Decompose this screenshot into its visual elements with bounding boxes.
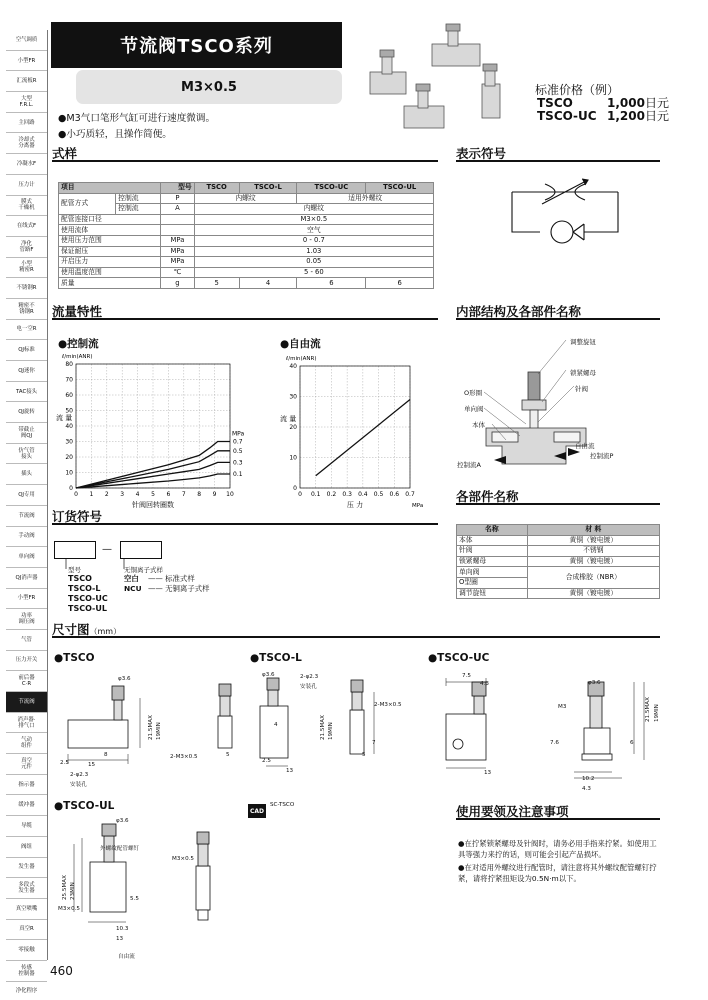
x-tick-label: 8 bbox=[197, 491, 202, 498]
section-dims bbox=[52, 624, 660, 638]
spec-label: 使用压力范围 bbox=[59, 235, 161, 246]
x-tick-label: 0.3 bbox=[342, 491, 352, 498]
sidebar-item[interactable]: 真空 元件 bbox=[6, 754, 47, 775]
sidebar-item[interactable]: 带截止 阀QJ bbox=[6, 423, 47, 444]
spec-unit: MPa bbox=[161, 257, 194, 268]
dim-title-tscoul: ●TSCO-UL bbox=[54, 800, 115, 812]
spec-cell: 0 - 0.7 bbox=[194, 235, 433, 246]
x-tick-label: 0 bbox=[74, 491, 78, 498]
y-tick-label: 20 bbox=[65, 454, 73, 461]
x-tick-label: 0 bbox=[298, 491, 302, 498]
sidebar-item[interactable]: 精密不 锈钢R bbox=[6, 299, 47, 320]
parts-row bbox=[457, 535, 660, 546]
series-label: 0.3 bbox=[233, 459, 243, 467]
sidebar-item[interactable]: 冷却式 分离器 bbox=[6, 133, 47, 154]
dim-title-tsco: ●TSCO bbox=[54, 652, 95, 664]
spec-row bbox=[59, 225, 434, 236]
internal-label-needle: 针阀 bbox=[575, 385, 588, 393]
part-name: 针阀 bbox=[457, 546, 528, 557]
sidebar-item[interactable]: QJ标准 bbox=[6, 340, 47, 361]
spec-label: 配管连接口径 bbox=[59, 214, 161, 225]
spec-unit bbox=[161, 214, 194, 225]
spec-unit: P bbox=[161, 193, 194, 204]
price-model: TSCO-UC bbox=[537, 109, 597, 123]
internal-label-body: 本体 bbox=[472, 421, 485, 429]
section-spec: 式样 bbox=[52, 148, 438, 162]
spec-row bbox=[59, 246, 434, 257]
internal-label-ctrl-a: 控制流A bbox=[457, 461, 481, 469]
sidebar-nav bbox=[6, 30, 48, 995]
order-model-list bbox=[68, 574, 108, 614]
price-box bbox=[537, 84, 669, 123]
dim-uc-6: 7.6 bbox=[550, 740, 559, 746]
series-label: 0.1 bbox=[233, 471, 243, 479]
dim-ul-55: 5.5 bbox=[130, 896, 139, 902]
sidebar-item[interactable]: QJ迷你 bbox=[6, 361, 47, 382]
dim-uc-4: 6 bbox=[630, 740, 634, 746]
dim-l-mount: 安装孔 bbox=[300, 684, 317, 690]
part-material: 合成橡胶（NBR） bbox=[527, 567, 659, 588]
x-axis-label: 压 力 bbox=[346, 501, 364, 509]
valve-symbol bbox=[500, 170, 630, 250]
x-tick-label: 9 bbox=[212, 491, 217, 498]
dim-tsco-5: 5 bbox=[226, 752, 230, 758]
page-number: 460 bbox=[50, 964, 73, 978]
y-tick-label: 40 bbox=[289, 363, 297, 370]
sidebar-item[interactable]: 插头 bbox=[6, 464, 47, 485]
sidebar-item[interactable]: 仿气管 接头 bbox=[6, 444, 47, 465]
sidebar-item[interactable]: 大型 F.R.L. bbox=[6, 92, 47, 113]
dim-tsco-8: 8 bbox=[104, 752, 108, 758]
dim-l-115: 4 bbox=[274, 722, 278, 728]
spec-label: 开启压力 bbox=[59, 257, 161, 268]
order-option bbox=[124, 574, 210, 584]
sidebar-item[interactable]: 真空R bbox=[6, 920, 47, 941]
sidebar-item[interactable]: 膜式 干燥机 bbox=[6, 196, 47, 217]
order-box-option bbox=[120, 541, 162, 559]
spec-row bbox=[59, 267, 434, 278]
spec-cell: 1.03 bbox=[194, 246, 433, 257]
chart-grid bbox=[300, 366, 410, 488]
internal-label-locknut: 锁紧螺母 bbox=[570, 369, 596, 377]
x-tick-label: 0.2 bbox=[326, 491, 337, 498]
section-dims-title: 尺寸图 bbox=[52, 622, 90, 637]
dim-uc-phi36: φ3.6 bbox=[588, 680, 601, 686]
spec-cell: 6 bbox=[366, 278, 434, 289]
spec-unit: A bbox=[161, 204, 194, 215]
dim-l-phi23: 2-φ2.3 bbox=[300, 674, 319, 680]
y-axis-label: 流 量 bbox=[56, 413, 73, 422]
dim-l-min: 19MIN bbox=[328, 722, 334, 740]
th-col: TSCO bbox=[194, 183, 239, 194]
spec-row bbox=[59, 257, 434, 268]
parts-table bbox=[456, 524, 660, 599]
dim-title-tscol: ●TSCO-L bbox=[250, 652, 302, 664]
order-model: TSCO-UC bbox=[68, 594, 108, 603]
y-tick-label: 70 bbox=[65, 376, 73, 384]
y-tick-label: 0 bbox=[69, 485, 73, 492]
spec-cell: 内螺纹 bbox=[194, 204, 433, 215]
sidebar-item[interactable]: QJ消声器 bbox=[6, 568, 47, 589]
series-label: 0.5 bbox=[233, 447, 243, 455]
cad-code: SC-TSCO bbox=[270, 802, 295, 808]
sidebar-item[interactable]: 不锈钢R bbox=[6, 278, 47, 299]
sidebar-item[interactable]: 电一空R bbox=[6, 320, 47, 341]
sidebar-item[interactable]: QJ专用 bbox=[6, 485, 47, 506]
dim-uc-min: 19MIN bbox=[654, 704, 660, 722]
spec-unit: MPa bbox=[161, 235, 194, 246]
sidebar-item[interactable]: 消声器· 排气口 bbox=[6, 713, 47, 734]
order-option bbox=[124, 584, 210, 594]
dim-mount: 安装孔 bbox=[70, 782, 87, 788]
th-col: TSCO-UC bbox=[297, 183, 366, 194]
internal-label-free: 自由流 bbox=[575, 442, 595, 450]
spec-cell: 空气 bbox=[194, 225, 433, 236]
sidebar-item[interactable]: 在线式F bbox=[6, 216, 47, 237]
price-value: 1,200 bbox=[607, 109, 645, 123]
sidebar-item[interactable]: 气管 bbox=[6, 630, 47, 651]
dim-l-5: 5 bbox=[362, 752, 366, 758]
part-name: O型圈 bbox=[457, 577, 528, 588]
order-model: TSCO-UL bbox=[68, 604, 107, 613]
parts-row bbox=[457, 567, 660, 578]
feature-2: ●小巧质轻，且操作简便。 bbox=[58, 129, 172, 140]
sidebar-item[interactable]: 缓冲器 bbox=[6, 795, 47, 816]
order-model-label: 型号 bbox=[68, 566, 81, 574]
spec-sub: 控制流 bbox=[116, 193, 161, 204]
x-tick-label: 1 bbox=[89, 491, 94, 498]
section-symbol: 表示符号 bbox=[456, 148, 660, 162]
order-dash: — bbox=[102, 544, 112, 555]
dim-uc-max: 21.5MAX bbox=[645, 697, 651, 722]
series-label: 0.7 bbox=[233, 438, 243, 446]
dim-ul-max: 25.5MAX bbox=[62, 875, 68, 900]
dim-m3x2: 2-M3×0.5 bbox=[170, 754, 198, 760]
internal-structure bbox=[456, 328, 660, 488]
spec-label: 配管方式 bbox=[59, 193, 116, 214]
x-tick-label: 0.5 bbox=[373, 491, 384, 498]
dim-uc-102: 4.3 bbox=[582, 786, 591, 792]
x-axis-label: 针阀回转圈数 bbox=[132, 501, 174, 509]
dim-uc-m3: M3 bbox=[558, 704, 567, 710]
sidebar-item[interactable]: QJ旋转 bbox=[6, 402, 47, 423]
order-dash-line: —— bbox=[148, 584, 166, 593]
y-tick-label: 80 bbox=[65, 361, 73, 368]
y-axis-unit: ℓ/min(ANR) bbox=[286, 356, 317, 362]
spec-cell: 适用外螺纹 bbox=[297, 193, 434, 204]
part-name: 锁紧螺母 bbox=[457, 556, 528, 567]
sidebar-item[interactable]: 零接触 bbox=[6, 940, 47, 961]
sidebar-item[interactable]: 压力开关 bbox=[6, 651, 47, 672]
sidebar-item[interactable]: 发生器 bbox=[6, 858, 47, 879]
order-model: TSCO bbox=[68, 574, 92, 583]
dim-max215: 21.5MAX bbox=[148, 715, 154, 740]
sidebar-item[interactable]: 手动阀 bbox=[6, 527, 47, 548]
usage-note-2: ●在对适用外螺纹进行配管时，请注意将其外螺纹配管螺钉拧紧，请将拧紧扭矩设为0.5N·m以下。 bbox=[458, 863, 657, 883]
x-tick-label: 0.4 bbox=[358, 491, 368, 498]
chart-grid bbox=[76, 364, 230, 488]
chart1-title: ●控制流 bbox=[58, 338, 99, 350]
x-tick-label: 2 bbox=[104, 491, 109, 498]
order-model: TSCO-L bbox=[68, 584, 101, 593]
dim-l-13: 13 bbox=[286, 768, 294, 774]
spec-row bbox=[59, 214, 434, 225]
y-tick-label: 60 bbox=[65, 392, 73, 399]
dim-l-m3: 2-M3×0.5 bbox=[374, 702, 402, 708]
dim-l-25: 2.5 bbox=[262, 758, 271, 764]
sidebar-item[interactable]: 节流阀 bbox=[6, 692, 47, 713]
order-opt-list bbox=[124, 574, 210, 594]
free-flow-chart bbox=[280, 348, 430, 513]
dim-min19: 19MIN bbox=[156, 722, 162, 740]
dim-ul-103: 10.3 bbox=[116, 926, 129, 932]
spec-row bbox=[59, 193, 434, 204]
spec-label: 质量 bbox=[59, 278, 161, 289]
x-tick-label: 10 bbox=[226, 491, 234, 498]
dim-l-phi36: φ3.6 bbox=[262, 672, 275, 678]
dim-l-7: 7 bbox=[372, 740, 376, 746]
dim-ul-13: 13 bbox=[116, 936, 124, 942]
dim-uc-75: 7.5 bbox=[462, 673, 471, 679]
x-tick-label: 3 bbox=[120, 491, 125, 498]
spec-row bbox=[59, 278, 434, 289]
order-box-model bbox=[54, 541, 96, 559]
dim-ul-min: 23MIN bbox=[70, 882, 76, 900]
price-unit: 日元 bbox=[644, 109, 669, 123]
sidebar-item[interactable]: 净化 管路F bbox=[6, 237, 47, 258]
x-tick-label: 4 bbox=[135, 491, 140, 498]
parts-row bbox=[457, 556, 660, 567]
dimension-drawings bbox=[54, 668, 654, 968]
sidebar-item[interactable]: 汇流板R bbox=[6, 71, 47, 92]
section-dims-unit: （mm） bbox=[89, 627, 122, 636]
order-option-code: NCU bbox=[124, 584, 142, 593]
order-opt-label: 无铜离子式样 bbox=[124, 566, 163, 574]
th-col: TSCO-L bbox=[239, 183, 297, 194]
spec-unit bbox=[161, 225, 194, 236]
dim-ul-m3: M3×0.5 bbox=[58, 906, 80, 912]
page-title: 节流阀TSCO系列 bbox=[51, 22, 342, 68]
dim-ul-free: 自由流 bbox=[118, 954, 135, 960]
internal-label-ctrl-p: 控制流P bbox=[590, 452, 614, 460]
dim-ul-phi36: φ3.6 bbox=[116, 818, 129, 824]
price-row bbox=[537, 110, 669, 123]
cad-icon: CAD bbox=[248, 804, 266, 818]
dim-l-max: 21.5MAX bbox=[320, 715, 326, 740]
parts-row bbox=[457, 546, 660, 557]
sidebar-item[interactable]: 多段式 发生器 bbox=[6, 878, 47, 899]
section-flow: 流量特性 bbox=[52, 306, 438, 320]
internal-label-knob: 调整旋钮 bbox=[570, 338, 596, 346]
parts-row bbox=[457, 588, 660, 599]
sidebar-item[interactable]: TAC接头 bbox=[6, 382, 47, 403]
spec-unit: ℃ bbox=[161, 267, 194, 278]
order-option-desc: 无铜离子式样 bbox=[165, 584, 210, 593]
spec-badge: M3×0.5 bbox=[76, 70, 342, 104]
sidebar-item[interactable]: 单向阀 bbox=[6, 547, 47, 568]
price-model: TSCO bbox=[537, 96, 573, 110]
sidebar-item[interactable]: 空气调质 bbox=[6, 30, 47, 51]
spec-cell: 0.05 bbox=[194, 257, 433, 268]
sidebar-item[interactable]: 指示器 bbox=[6, 775, 47, 796]
x-axis-unit: MPa bbox=[412, 503, 424, 509]
x-tick-label: 5 bbox=[151, 491, 155, 498]
spec-unit: MPa bbox=[161, 246, 194, 257]
spec-label: 保证耐压 bbox=[59, 246, 161, 257]
price-unit: 日元 bbox=[644, 96, 669, 110]
dim-uc-76: 10.2 bbox=[582, 776, 595, 782]
spec-label: 使用流体 bbox=[59, 225, 161, 236]
dim-uc-43: 4.3 bbox=[480, 681, 489, 687]
part-material: 黄铜（镀电镀） bbox=[527, 535, 659, 546]
section-usage: 使用要领及注意事项 bbox=[456, 806, 660, 820]
dim-ul-m3b: M3×0.5 bbox=[172, 856, 194, 862]
section-parts: 各部件名称 bbox=[456, 491, 660, 505]
sidebar-item[interactable]: 冷凝水F bbox=[6, 154, 47, 175]
sidebar-item[interactable]: 气动 组件 bbox=[6, 733, 47, 754]
y-tick-label: 50 bbox=[65, 407, 73, 415]
x-tick-label: 0.7 bbox=[405, 491, 415, 498]
spec-row bbox=[59, 204, 434, 215]
sidebar-item[interactable]: 阀组 bbox=[6, 837, 47, 858]
part-material: 不锈钢 bbox=[527, 546, 659, 557]
internal-label-check: 单向阀 bbox=[464, 405, 484, 413]
th-item: 项目 bbox=[59, 183, 161, 194]
x-tick-label: 7 bbox=[181, 491, 186, 498]
spec-unit: g bbox=[161, 278, 194, 289]
dim-tsco-15: 15 bbox=[88, 762, 96, 768]
dim-phi23: 2-φ2.3 bbox=[70, 772, 89, 778]
chart2-title: ●自由流 bbox=[280, 338, 321, 350]
x-tick-label: 0.1 bbox=[310, 491, 321, 498]
dim-uc-13: 13 bbox=[484, 770, 492, 776]
part-name: 单向阀 bbox=[457, 567, 528, 578]
control-flow-chart bbox=[54, 348, 264, 513]
part-name: 调节旋钮 bbox=[457, 588, 528, 599]
sidebar-item[interactable]: 真空喷嘴 bbox=[6, 899, 47, 920]
th-model: 型号 bbox=[161, 183, 194, 194]
order-dash-line: —— bbox=[148, 574, 166, 583]
sidebar-item[interactable]: 小型FR bbox=[6, 589, 47, 610]
sidebar-item[interactable]: 小型 精密R bbox=[6, 258, 47, 279]
spec-cell: 5 - 60 bbox=[194, 267, 433, 278]
feature-1: ●M3气口笔形气缸可进行速度微调。 bbox=[58, 113, 216, 124]
part-name: 本体 bbox=[457, 535, 528, 546]
spec-cell: 4 bbox=[239, 278, 297, 289]
sidebar-item[interactable]: 导缆 bbox=[6, 816, 47, 837]
sidebar-item[interactable]: 主回路 bbox=[6, 113, 47, 134]
section-order: 订货符号 bbox=[52, 511, 438, 525]
spec-row bbox=[59, 235, 434, 246]
part-material: 黄铜（镀电镀） bbox=[527, 588, 659, 599]
usage-note-1: ●在拧紧锁紧螺母及针阀时，请务必用手指来拧紧。如使用工具等强力来拧的话，则可能会引起产品损坏。 bbox=[458, 839, 657, 859]
spec-sub: 控制流 bbox=[116, 204, 161, 215]
sidebar-item[interactable]: 传感 控制器 bbox=[6, 961, 47, 982]
price-heading: 标准价格（例） bbox=[535, 83, 620, 97]
dim-tsco-25: 2.5 bbox=[60, 760, 69, 766]
sidebar-item[interactable]: 节流阀 bbox=[6, 506, 47, 527]
spec-cell: 内螺纹 bbox=[194, 193, 297, 204]
spec-cell: 6 bbox=[297, 278, 366, 289]
price-value: 1,000 bbox=[607, 96, 645, 110]
dim-phi36: φ3.6 bbox=[118, 676, 131, 682]
sidebar-item[interactable]: 压力计 bbox=[6, 175, 47, 196]
sidebar-item[interactable]: 前后器 C·R bbox=[6, 671, 47, 692]
th-material: 材 料 bbox=[527, 525, 659, 536]
order-option-code: 空白 bbox=[124, 574, 139, 583]
legend-title: MPa bbox=[232, 430, 245, 438]
th-col: TSCO-UL bbox=[366, 183, 434, 194]
part-material: 黄铜（镀电镀） bbox=[527, 556, 659, 567]
y-tick-label: 20 bbox=[289, 424, 297, 431]
dim-title-tscouc: ●TSCO-UC bbox=[428, 652, 490, 664]
x-tick-label: 6 bbox=[166, 491, 171, 498]
internal-label-oring: O形圈 bbox=[464, 389, 483, 397]
dim-ul-ext: 外螺纹配管螺钉 bbox=[100, 846, 140, 852]
y-tick-label: 30 bbox=[65, 438, 73, 446]
spec-cell: M3×0.5 bbox=[194, 214, 433, 225]
y-tick-label: 40 bbox=[65, 423, 73, 430]
y-tick-label: 30 bbox=[289, 393, 297, 401]
th-part: 名称 bbox=[457, 525, 528, 536]
series-line bbox=[316, 400, 410, 476]
spec-cell: 5 bbox=[194, 278, 239, 289]
spec-table bbox=[58, 182, 434, 289]
y-tick-label: 0 bbox=[293, 485, 297, 492]
section-internal: 内部结构及各部件名称 bbox=[456, 306, 660, 320]
product-photo bbox=[352, 20, 532, 130]
spec-label: 使用温度范围 bbox=[59, 267, 161, 278]
y-axis-unit: ℓ/min(ANR) bbox=[62, 354, 93, 360]
y-axis-label: 流 量 bbox=[280, 414, 297, 423]
y-tick-label: 10 bbox=[289, 454, 297, 462]
y-tick-label: 10 bbox=[65, 469, 73, 477]
sidebar-item[interactable]: 净化程序 bbox=[6, 982, 47, 1000]
sidebar-item[interactable]: 功率 调压阀 bbox=[6, 609, 47, 630]
sidebar-item[interactable]: 小型FR bbox=[6, 51, 47, 72]
x-tick-label: 0.6 bbox=[389, 491, 400, 498]
order-option-desc: 标准式样 bbox=[165, 574, 195, 583]
